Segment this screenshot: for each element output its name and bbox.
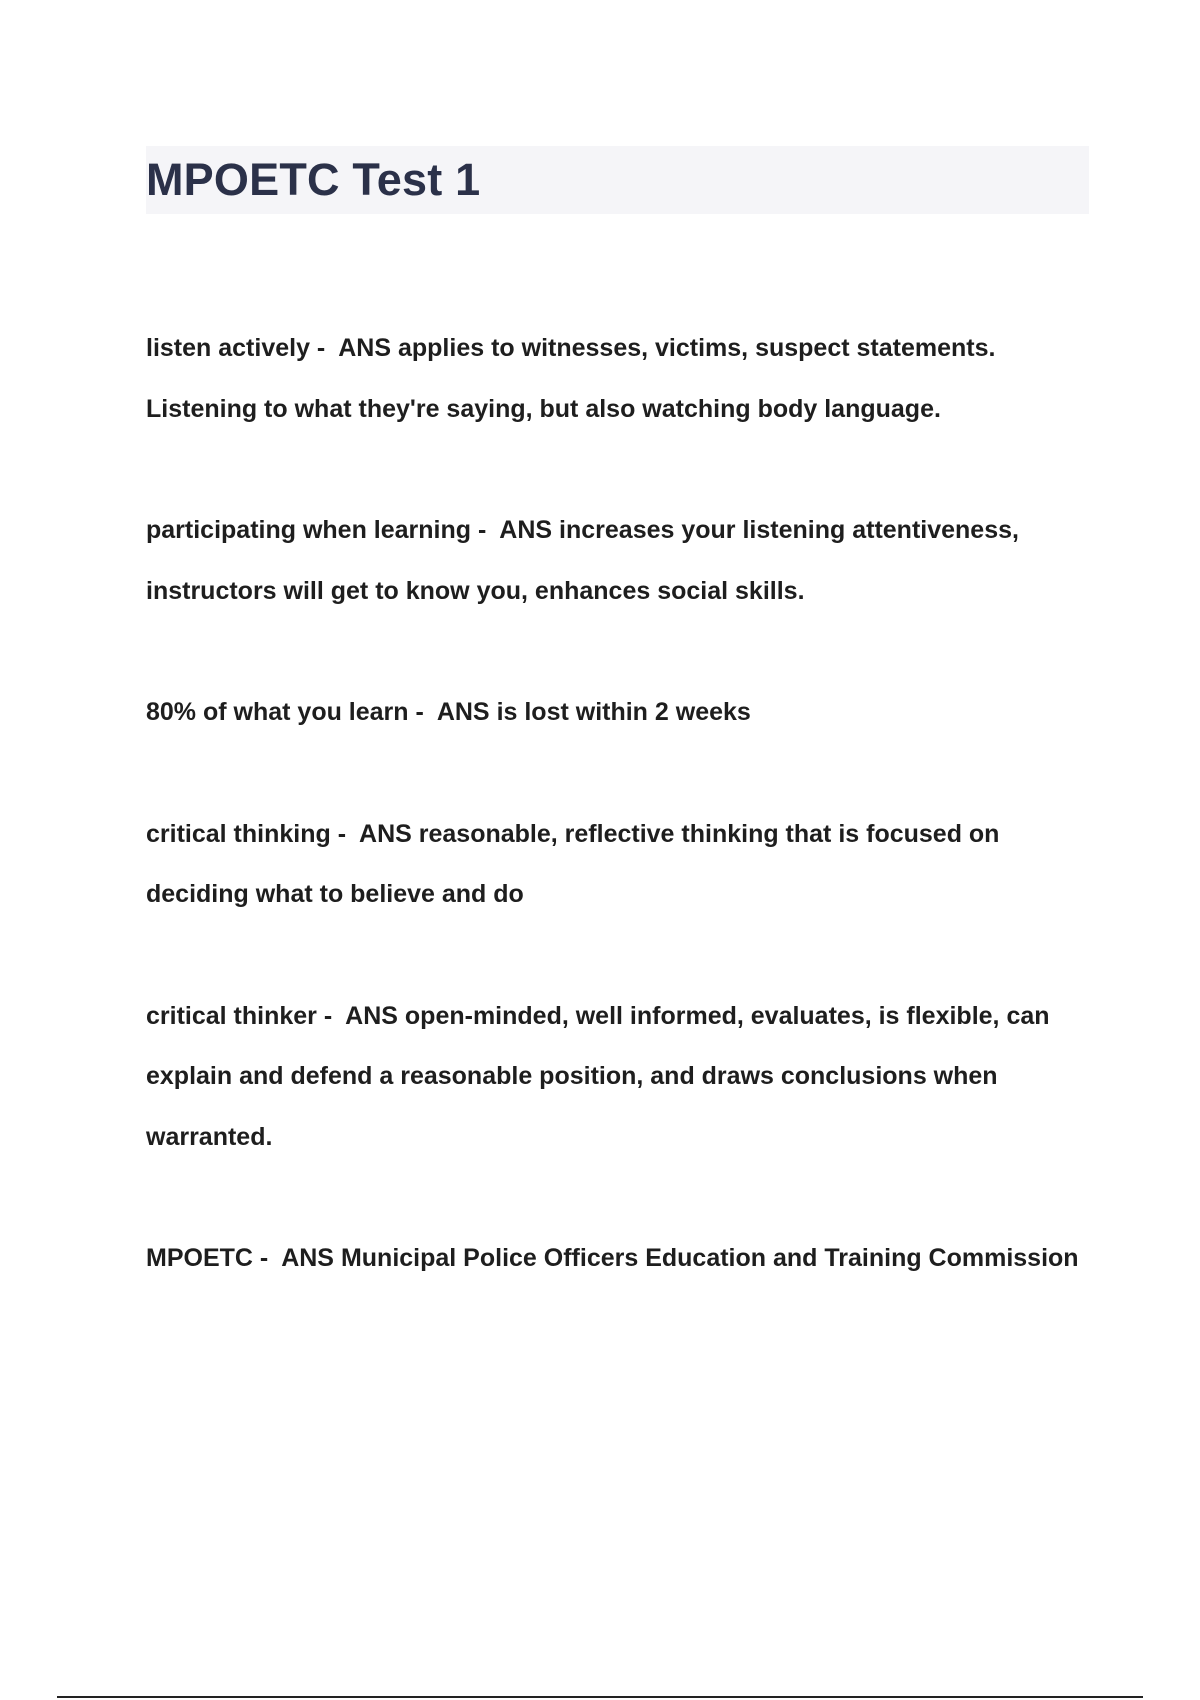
document-title: MPOETC Test 1	[146, 154, 481, 205]
entry-separator: -	[252, 1244, 282, 1272]
qa-entry	[146, 1228, 1086, 1289]
entry-answer-prefix: ANS	[281, 1244, 334, 1272]
entry-term: MPOETC	[146, 1244, 253, 1272]
entry-answer-prefix: ANS	[359, 819, 412, 848]
entry-term: listen actively	[146, 334, 310, 362]
title-banner	[146, 146, 1089, 214]
entry-term: critical thinking	[146, 819, 331, 848]
entry-separator: -	[309, 334, 339, 362]
entry-separator: -	[330, 819, 360, 848]
entry-answer: Municipal Police Officers Education and Training Commission	[340, 1244, 1079, 1272]
entry-answer-prefix: ANS	[345, 1001, 398, 1030]
entry-separator: -	[471, 516, 500, 544]
entry-term: participating when learning	[146, 516, 472, 544]
entry-term: critical thinker	[146, 1001, 317, 1030]
qa-entry	[146, 986, 1086, 1168]
entry-answer-prefix: ANS	[499, 516, 553, 544]
qa-entry	[146, 804, 1086, 925]
entry-separator: -	[408, 698, 437, 726]
entry-answer-prefix: ANS	[436, 698, 490, 726]
qa-entry	[146, 682, 1086, 743]
qa-entry	[146, 318, 1086, 439]
qa-list	[146, 318, 1086, 1350]
entry-answer: increases your listening attentiveness, instructors will get to know you, enhances social skills.	[146, 516, 1019, 605]
entry-answer-prefix: ANS	[338, 334, 392, 362]
entry-answer: open-minded, well informed, evaluates, is flexible, can explain and defend a reasonable position, and draws conclusions when warranted.	[146, 1001, 1050, 1151]
qa-entry	[146, 500, 1086, 621]
entry-term: 80% of what you learn	[146, 698, 409, 726]
footer-divider	[57, 1696, 1143, 1698]
entry-answer: applies to witnesses, victims, suspect statements. Listening to what they're saying, but also watching body language.	[146, 334, 996, 423]
entry-answer: reasonable, reflective thinking that is focused on deciding what to believe and do	[146, 819, 1000, 908]
entry-answer: is lost within 2 weeks	[496, 698, 751, 726]
entry-separator: -	[316, 1001, 346, 1030]
